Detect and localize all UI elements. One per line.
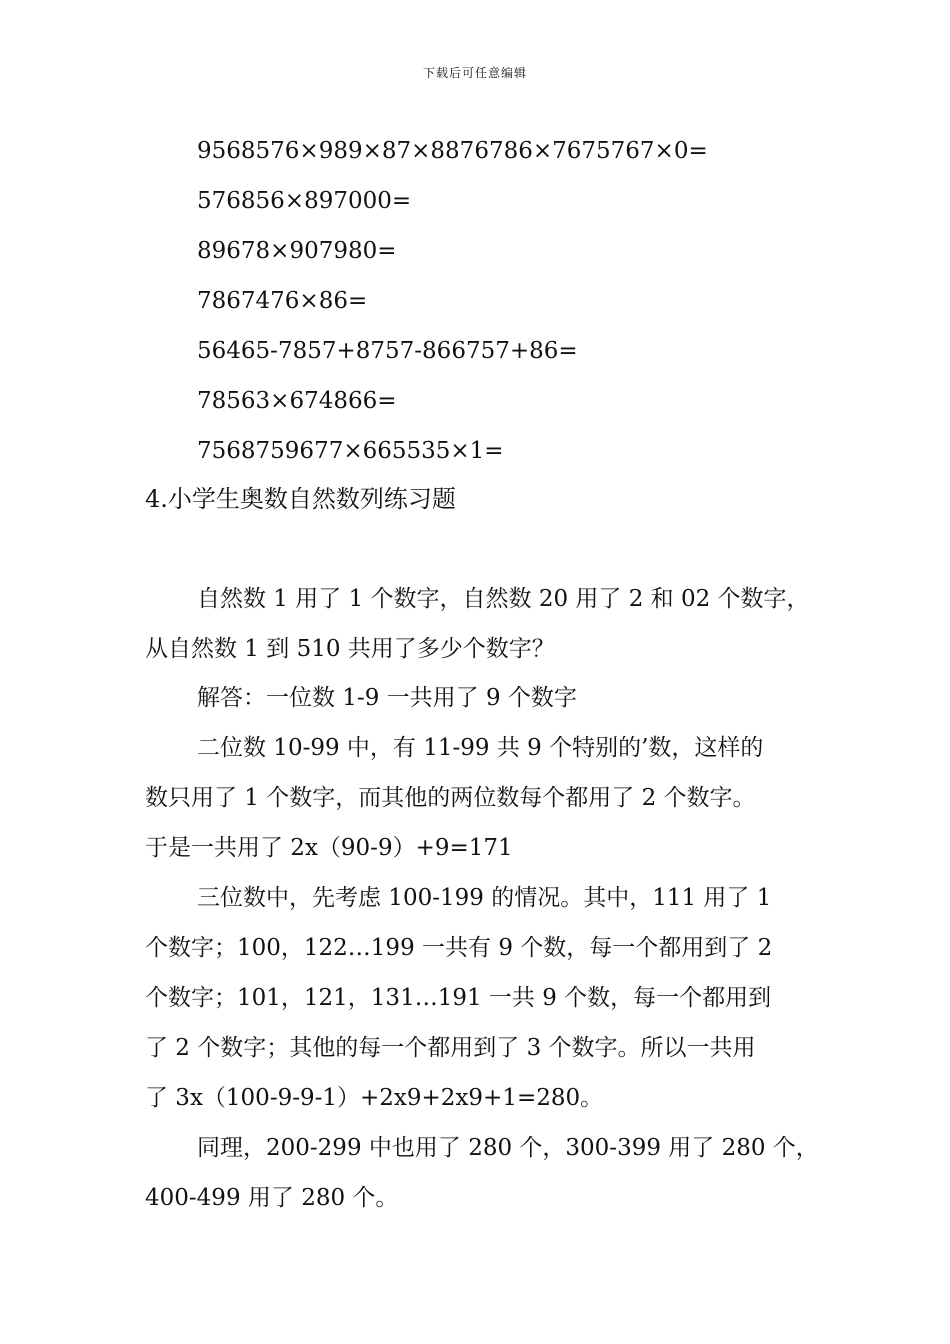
paragraph-line: 数只用了 1 个数字，而其他的两位数每个都用了 2 个数字。	[145, 785, 756, 811]
paragraph-line: 了 2 个数字；其他的每一个都用到了 3 个数字。所以一共用	[145, 1035, 756, 1061]
answer-intro: 解答：一位数 1-9 一共用了 9 个数字	[197, 685, 577, 711]
equation-line: 7568759677×665535×1=	[197, 438, 504, 464]
equation-line: 576856×897000=	[197, 188, 412, 214]
equation-line: 56465-7857+8757-866757+86=	[197, 338, 578, 364]
paragraph-line: 从自然数 1 到 510 共用了多少个数字？	[145, 636, 555, 662]
paragraph-line: 自然数 1 用了 1 个数字，自然数 20 用了 2 和 02 个数字，	[197, 586, 810, 612]
paragraph-line: 于是一共用了 2x（90-9）+9=171	[145, 835, 513, 861]
paragraph-line: 同理，200-299 中也用了 280 个，300-399 用了 280 个，	[197, 1135, 819, 1161]
section-heading: 4.小学生奥数自然数列练习题	[145, 485, 456, 513]
equation-line: 7867476×86=	[197, 288, 368, 314]
paragraph-line: 二位数 10-99 中，有 11-99 共 9 个特别的’数，这样的	[197, 735, 764, 761]
paragraph-line: 个数字；101，121，131…191 一共 9 个数，每一个都用到	[145, 985, 772, 1011]
equation-line: 89678×907980=	[197, 238, 397, 264]
page-header-note: 下载后可任意编辑	[422, 66, 527, 80]
paragraph-line: 了 3x（100-9-9-1）+2x9+2x9+1=280。	[145, 1085, 604, 1111]
equation-line: 9568576×989×87×8876786×7675767×0=	[197, 138, 708, 164]
paragraph-line: 400-499 用了 280 个。	[145, 1185, 399, 1211]
paragraph-line: 三位数中，先考虑 100-199 的情况。其中，111 用了 1	[197, 885, 772, 911]
paragraph-line: 个数字；100，122…199 一共有 9 个数，每一个都用到了 2	[145, 935, 773, 961]
equation-line: 78563×674866=	[197, 388, 397, 414]
